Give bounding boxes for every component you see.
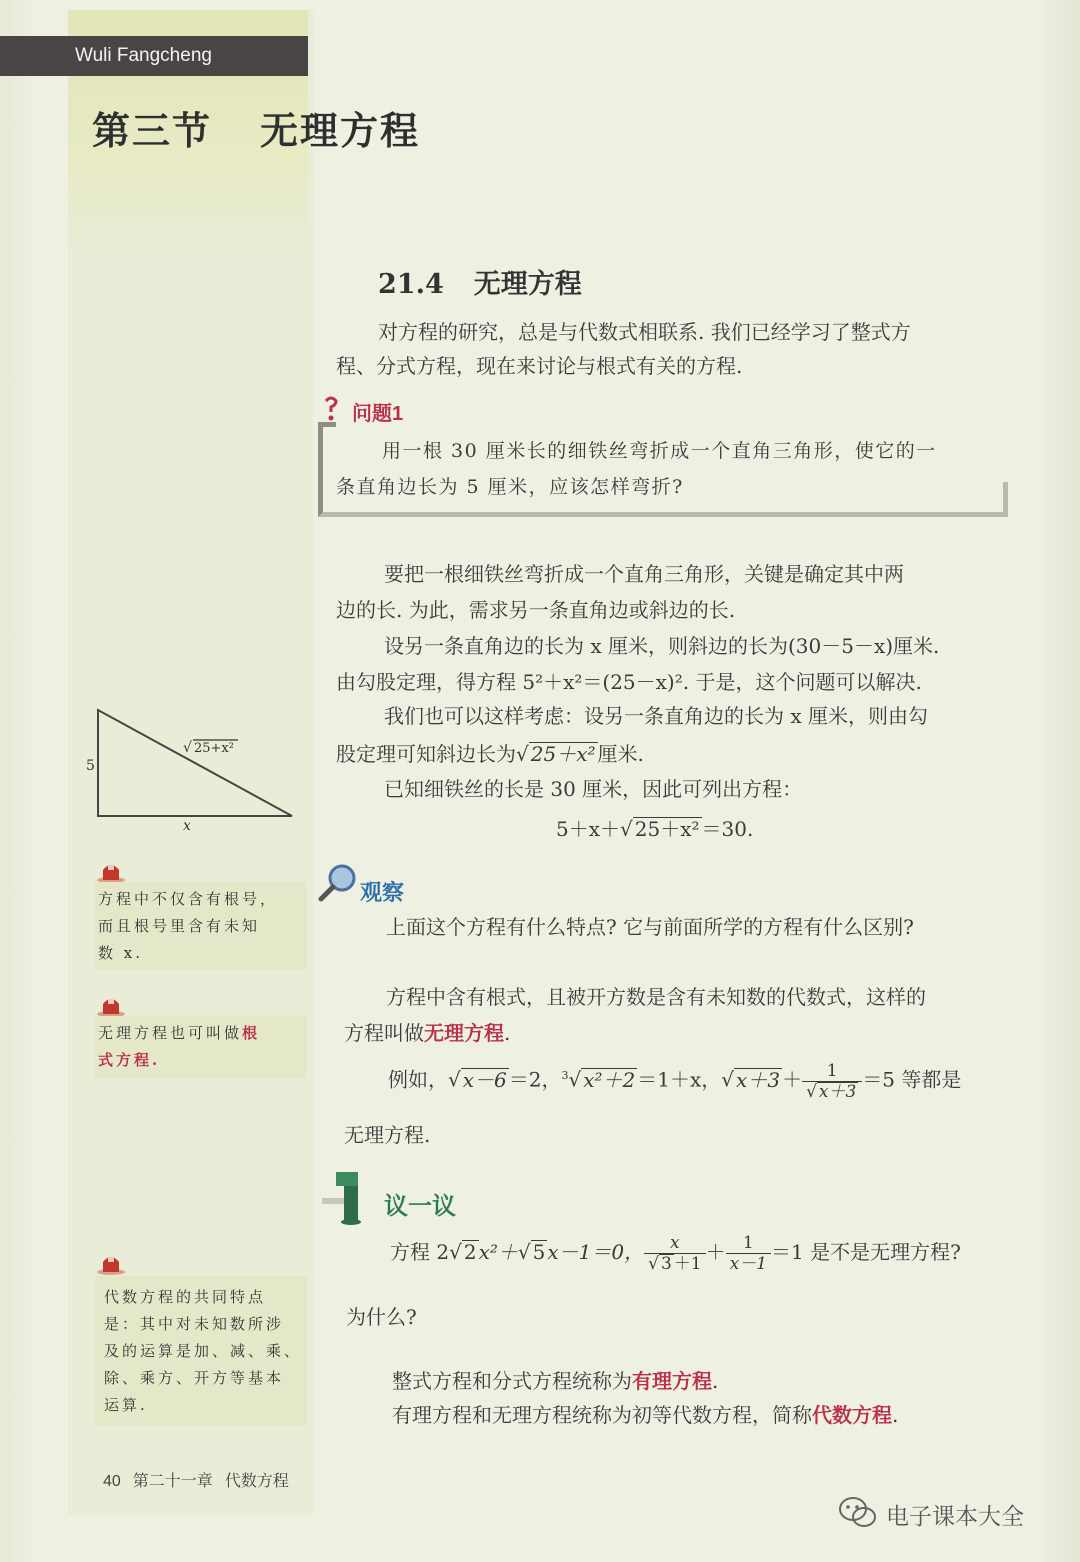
body-line-3: 设另一条直角边的长为 x 厘米，则斜边的长为(30－5－x)厘米. (384, 634, 940, 658)
triangle-label-x: x (183, 818, 191, 834)
intro-line-2: 程、分式方程，现在来讨论与根式有关的方程. (336, 354, 743, 378)
page-footer (103, 1468, 289, 1491)
definition-closing: 无理方程. (344, 1123, 431, 1147)
examples-line: 例如，√ x－6 ＝2，$^3$√ x²＋2 ＝1＋x，√ x＋3 ＋ $\frac{1}{√ x+3}$ ＝5 等都是 (388, 1060, 962, 1102)
discuss-equation-line: 方程 2√ 2 x²＋√ 5 x－1＝0， $\frac{x}{√ 3 +1}$ ＋ $\frac{1}{x-1}$ ＝1 是不是无理方程? (390, 1233, 961, 1274)
right-triangle-figure (80, 700, 305, 835)
discuss-label: 议一议 (384, 1193, 456, 1220)
lesson-title: 无理方程 (473, 269, 582, 300)
side-note-3: 代数方程的共同特点 是：其中对未知数所涉 及的运算是加、减、乘、 除、乘方、开方等基本 运算. (104, 1288, 303, 1414)
problem-label: 问题1 (352, 403, 404, 425)
problem-line-2: 条直角边长为 5 厘米，应该怎样弯折? (336, 476, 684, 498)
page-number: 40 (103, 1473, 121, 1490)
term-algebraic-equation: 代数方程 (812, 1403, 892, 1427)
triangle-label-hypotenuse: 25+x² (194, 741, 234, 756)
fraction-example: $\frac{1}{√ x+3}$ (802, 1061, 862, 1102)
sqrt-25-x2: 25＋x² (530, 742, 596, 766)
fraction-discuss-1: $\frac{x}{√ 3 +1}$ (644, 1233, 706, 1274)
body-line-2: 边的长. 为此，需求另一条直角边或斜边的长. (336, 598, 736, 622)
body-line-6: 股定理可知斜边长为√ 25＋x² 厘米. (336, 742, 644, 766)
side-note-1: 方程中不仅含有根号， 而且根号里含有未知 数 x. (98, 890, 279, 962)
section-name: 无理方程 (260, 108, 421, 153)
summary-line-1: 整式方程和分式方程统称为有理方程. (392, 1369, 719, 1393)
brand-name: 电子课本大全 (886, 1503, 1024, 1529)
definition-line-1: 方程中含有根式，且被开方数是含有未知数的代数式，这样的 (386, 985, 926, 1009)
observe-label: 观察 (360, 880, 405, 905)
pinyin-title-bar: Wuli Fangcheng (0, 36, 308, 76)
body-line-4: 由勾股定理，得方程 5²＋x²＝(25－x)². 于是，这个问题可以解决. (336, 670, 922, 694)
main-equation: 5＋x＋√ 25＋x² ＝30. (556, 817, 754, 841)
term-irrational-equation: 无理方程 (424, 1021, 504, 1045)
signpost-icon (322, 1170, 382, 1225)
chapter-number: 第二十一章 (132, 1473, 213, 1490)
discuss-why: 为什么? (346, 1305, 417, 1329)
chapter-title: 代数方程 (224, 1473, 289, 1490)
triangle-label-root: √ (183, 740, 192, 756)
alarm-bell-icon (95, 1250, 127, 1276)
problem-line-1: 用一根 30 厘米长的细铁丝弯折成一个直角三角形，使它的一 (382, 440, 937, 462)
definition-line-2: 方程叫做无理方程. (344, 1021, 511, 1045)
body-line-7: 已知细铁丝的长是 30 厘米，因此可列出方程： (384, 777, 803, 801)
summary-line-2: 有理方程和无理方程统称为初等代数方程，简称代数方程. (392, 1403, 899, 1427)
alarm-bell-icon (95, 992, 127, 1018)
section-number: 第三节 (92, 108, 213, 153)
wechat-icon (838, 1495, 878, 1531)
triangle-label-5: 5 (86, 758, 95, 774)
term-rational-equation: 有理方程 (632, 1369, 712, 1393)
section-title (92, 100, 420, 155)
alarm-bell-icon (95, 858, 127, 884)
triangle-shape (98, 710, 292, 816)
side-note-2: 无理方程也可叫做根 式方程. (98, 1024, 261, 1069)
intro-line-1: 对方程的研究，总是与代数式相联系. 我们已经学习了整式方 (378, 320, 911, 344)
question-mark-icon (322, 395, 340, 423)
body-line-1: 要把一根细铁丝弯折成一个直角三角形，关键是确定其中两 (384, 562, 904, 586)
lesson-number: 21.4 (378, 269, 444, 300)
body-line-5: 我们也可以这样考虑：设另一条直角边的长为 x 厘米，则由勾 (384, 704, 928, 728)
magnifier-icon (318, 862, 358, 902)
fraction-discuss-2: $\frac{1}{x-1}$ (726, 1233, 771, 1274)
observe-question: 上面这个方程有什么特点? 它与前面所学的方程有什么区别? (386, 915, 914, 939)
lesson-heading (378, 262, 582, 301)
